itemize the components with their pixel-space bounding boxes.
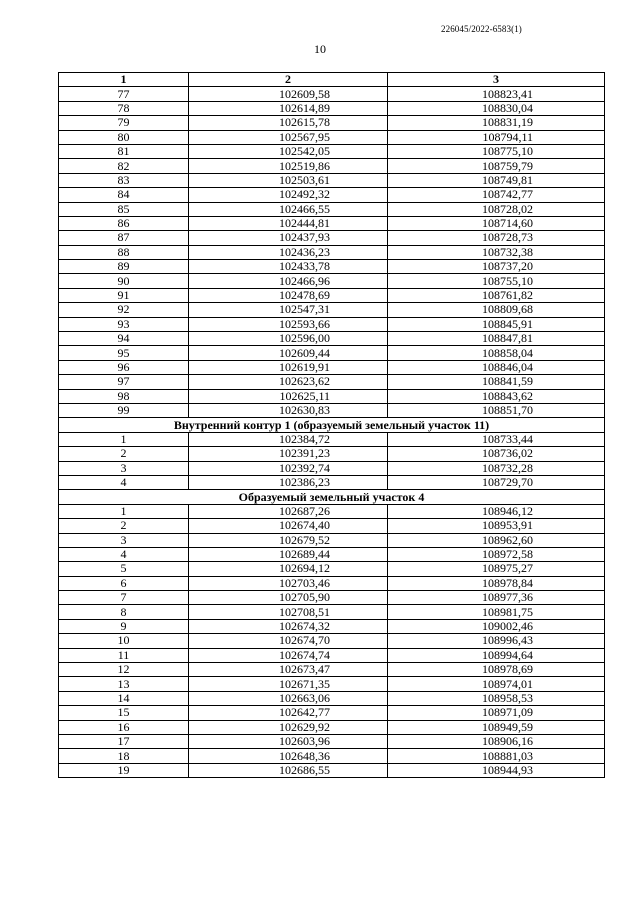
coord-x: 102503,61 (189, 173, 388, 187)
table-row (59, 475, 605, 489)
coord-x: 102436,23 (189, 245, 388, 259)
table-row (59, 274, 605, 288)
coord-y: 108728,73 (388, 231, 605, 245)
section-title-row (59, 490, 605, 504)
coord-x: 102596,00 (189, 332, 388, 346)
coord-x: 102567,95 (189, 130, 388, 144)
point-number: 8 (59, 605, 189, 619)
table-row (59, 389, 605, 403)
table-row (59, 173, 605, 187)
coord-y: 108845,91 (388, 317, 605, 331)
point-number: 88 (59, 245, 189, 259)
coord-y: 108841,59 (388, 375, 605, 389)
coord-x: 102466,96 (189, 274, 388, 288)
coord-x: 102619,91 (189, 360, 388, 374)
coord-y: 108732,38 (388, 245, 605, 259)
table-row (59, 101, 605, 115)
coord-x: 102708,51 (189, 605, 388, 619)
point-number: 80 (59, 130, 189, 144)
coord-y: 108794,11 (388, 130, 605, 144)
table-row (59, 677, 605, 691)
point-number: 19 (59, 763, 189, 777)
coord-x: 102689,44 (189, 547, 388, 561)
table-row (59, 332, 605, 346)
coord-x: 102384,72 (189, 432, 388, 446)
point-number: 90 (59, 274, 189, 288)
coord-y: 108958,53 (388, 691, 605, 705)
coord-y: 108714,60 (388, 216, 605, 230)
coord-y: 108972,58 (388, 547, 605, 561)
point-number: 82 (59, 159, 189, 173)
coord-y: 108881,03 (388, 749, 605, 763)
point-number: 83 (59, 173, 189, 187)
coord-y: 108736,02 (388, 447, 605, 461)
coord-x: 102703,46 (189, 576, 388, 590)
coord-x: 102615,78 (189, 116, 388, 130)
coord-y: 108962,60 (388, 533, 605, 547)
table-row (59, 144, 605, 158)
table-body (59, 87, 605, 778)
table-row (59, 116, 605, 130)
point-number: 94 (59, 332, 189, 346)
table-row (59, 605, 605, 619)
table-row (59, 461, 605, 475)
coord-x: 102623,62 (189, 375, 388, 389)
point-number: 86 (59, 216, 189, 230)
table-row (59, 763, 605, 777)
column-header-y: 3 (388, 73, 605, 87)
point-number: 10 (59, 634, 189, 648)
point-number: 4 (59, 475, 189, 489)
point-number: 81 (59, 144, 189, 158)
coord-y: 108733,44 (388, 432, 605, 446)
coord-x: 102630,83 (189, 403, 388, 417)
table-row (59, 346, 605, 360)
table-row (59, 720, 605, 734)
table-row (59, 691, 605, 705)
table-row (59, 159, 605, 173)
coord-y: 108823,41 (388, 87, 605, 101)
point-number: 2 (59, 519, 189, 533)
point-number: 99 (59, 403, 189, 417)
coord-y: 108851,70 (388, 403, 605, 417)
coord-y: 108944,93 (388, 763, 605, 777)
coord-x: 102648,36 (189, 749, 388, 763)
coord-x: 102614,89 (189, 101, 388, 115)
coord-x: 102663,06 (189, 691, 388, 705)
coord-y: 108742,77 (388, 188, 605, 202)
coord-y: 108831,19 (388, 116, 605, 130)
point-number: 2 (59, 447, 189, 461)
table-row (59, 706, 605, 720)
coord-x: 102694,12 (189, 562, 388, 576)
coord-y: 108809,68 (388, 303, 605, 317)
point-number: 96 (59, 360, 189, 374)
coord-y: 108729,70 (388, 475, 605, 489)
coord-x: 102642,77 (189, 706, 388, 720)
coord-y: 108759,79 (388, 159, 605, 173)
coord-y: 108906,16 (388, 734, 605, 748)
coord-x: 102542,05 (189, 144, 388, 158)
coord-x: 102603,96 (189, 734, 388, 748)
point-number: 92 (59, 303, 189, 317)
coord-y: 108946,12 (388, 504, 605, 518)
point-number: 6 (59, 576, 189, 590)
point-number: 3 (59, 533, 189, 547)
table-row (59, 749, 605, 763)
section-title-row (59, 418, 605, 432)
table-row (59, 317, 605, 331)
table-header-row (59, 73, 605, 87)
point-number: 93 (59, 317, 189, 331)
table-row (59, 562, 605, 576)
point-number: 3 (59, 461, 189, 475)
coord-x: 102609,58 (189, 87, 388, 101)
table-row (59, 432, 605, 446)
table-row (59, 288, 605, 302)
point-number: 79 (59, 116, 189, 130)
coord-y: 108858,04 (388, 346, 605, 360)
coord-x: 102466,55 (189, 202, 388, 216)
coord-y: 108978,84 (388, 576, 605, 590)
point-number: 85 (59, 202, 189, 216)
coord-y: 108732,28 (388, 461, 605, 475)
coord-x: 102437,93 (189, 231, 388, 245)
coord-x: 102629,92 (189, 720, 388, 734)
table-row (59, 360, 605, 374)
column-header-x: 2 (189, 73, 388, 87)
coord-x: 102391,23 (189, 447, 388, 461)
coord-y: 108978,69 (388, 663, 605, 677)
coord-x: 102687,26 (189, 504, 388, 518)
coord-x: 102547,31 (189, 303, 388, 317)
point-number: 1 (59, 504, 189, 518)
table-row (59, 648, 605, 662)
point-number: 87 (59, 231, 189, 245)
document-number: 226045/2022-6583(1) (441, 24, 522, 34)
coord-y: 108775,10 (388, 144, 605, 158)
coord-x: 102386,23 (189, 475, 388, 489)
table-row (59, 375, 605, 389)
point-number: 5 (59, 562, 189, 576)
page-number: 10 (314, 42, 326, 56)
coord-x: 102609,44 (189, 346, 388, 360)
table-row (59, 188, 605, 202)
coord-x: 102392,74 (189, 461, 388, 475)
point-number: 97 (59, 375, 189, 389)
table-row (59, 245, 605, 259)
coord-y: 108949,59 (388, 720, 605, 734)
point-number: 14 (59, 691, 189, 705)
table-row (59, 504, 605, 518)
coordinates-table (58, 72, 605, 778)
coord-y: 108830,04 (388, 101, 605, 115)
point-number: 16 (59, 720, 189, 734)
coord-y: 108977,36 (388, 591, 605, 605)
table-row (59, 260, 605, 274)
point-number: 77 (59, 87, 189, 101)
point-number: 9 (59, 619, 189, 633)
table-row (59, 231, 605, 245)
table-row (59, 87, 605, 101)
table-row (59, 576, 605, 590)
table-row (59, 591, 605, 605)
coord-x: 102686,55 (189, 763, 388, 777)
point-number: 7 (59, 591, 189, 605)
point-number: 17 (59, 734, 189, 748)
table-row (59, 547, 605, 561)
coord-y: 108749,81 (388, 173, 605, 187)
coord-x: 102444,81 (189, 216, 388, 230)
coord-x: 102705,90 (189, 591, 388, 605)
table-row (59, 619, 605, 633)
coord-y: 108974,01 (388, 677, 605, 691)
coord-y: 108761,82 (388, 288, 605, 302)
point-number: 4 (59, 547, 189, 561)
table-row (59, 403, 605, 417)
table-row (59, 130, 605, 144)
table-row (59, 216, 605, 230)
coord-y: 108953,91 (388, 519, 605, 533)
coord-x: 102679,52 (189, 533, 388, 547)
table-row (59, 447, 605, 461)
table-row (59, 303, 605, 317)
coord-x: 102674,70 (189, 634, 388, 648)
point-number: 18 (59, 749, 189, 763)
section-title: Образуемый земельный участок 4 (59, 490, 605, 504)
coord-x: 102671,35 (189, 677, 388, 691)
coord-y: 108996,43 (388, 634, 605, 648)
point-number: 98 (59, 389, 189, 403)
column-header-number: 1 (59, 73, 189, 87)
coord-y: 108737,20 (388, 260, 605, 274)
point-number: 15 (59, 706, 189, 720)
coord-y: 108981,75 (388, 605, 605, 619)
table-row (59, 634, 605, 648)
coord-x: 102593,66 (189, 317, 388, 331)
coord-x: 102674,32 (189, 619, 388, 633)
coord-y: 108728,02 (388, 202, 605, 216)
point-number: 84 (59, 188, 189, 202)
table-row (59, 533, 605, 547)
coord-x: 102433,78 (189, 260, 388, 274)
table-row (59, 202, 605, 216)
section-title: Внутренний контур 1 (образуемый земельный участок 11) (59, 418, 605, 432)
point-number: 11 (59, 648, 189, 662)
point-number: 13 (59, 677, 189, 691)
coord-y: 108971,09 (388, 706, 605, 720)
point-number: 89 (59, 260, 189, 274)
coord-y: 108755,10 (388, 274, 605, 288)
coord-x: 102674,40 (189, 519, 388, 533)
point-number: 91 (59, 288, 189, 302)
table-row (59, 519, 605, 533)
coord-x: 102625,11 (189, 389, 388, 403)
coord-y: 108994,64 (388, 648, 605, 662)
coord-x: 102673,47 (189, 663, 388, 677)
coord-x: 102519,86 (189, 159, 388, 173)
point-number: 78 (59, 101, 189, 115)
point-number: 12 (59, 663, 189, 677)
coord-y: 109002,46 (388, 619, 605, 633)
table-row (59, 734, 605, 748)
point-number: 1 (59, 432, 189, 446)
coord-x: 102492,32 (189, 188, 388, 202)
table-row (59, 663, 605, 677)
coord-y: 108975,27 (388, 562, 605, 576)
coord-y: 108846,04 (388, 360, 605, 374)
point-number: 95 (59, 346, 189, 360)
coord-y: 108847,81 (388, 332, 605, 346)
coord-x: 102674,74 (189, 648, 388, 662)
coord-y: 108843,62 (388, 389, 605, 403)
coord-x: 102478,69 (189, 288, 388, 302)
